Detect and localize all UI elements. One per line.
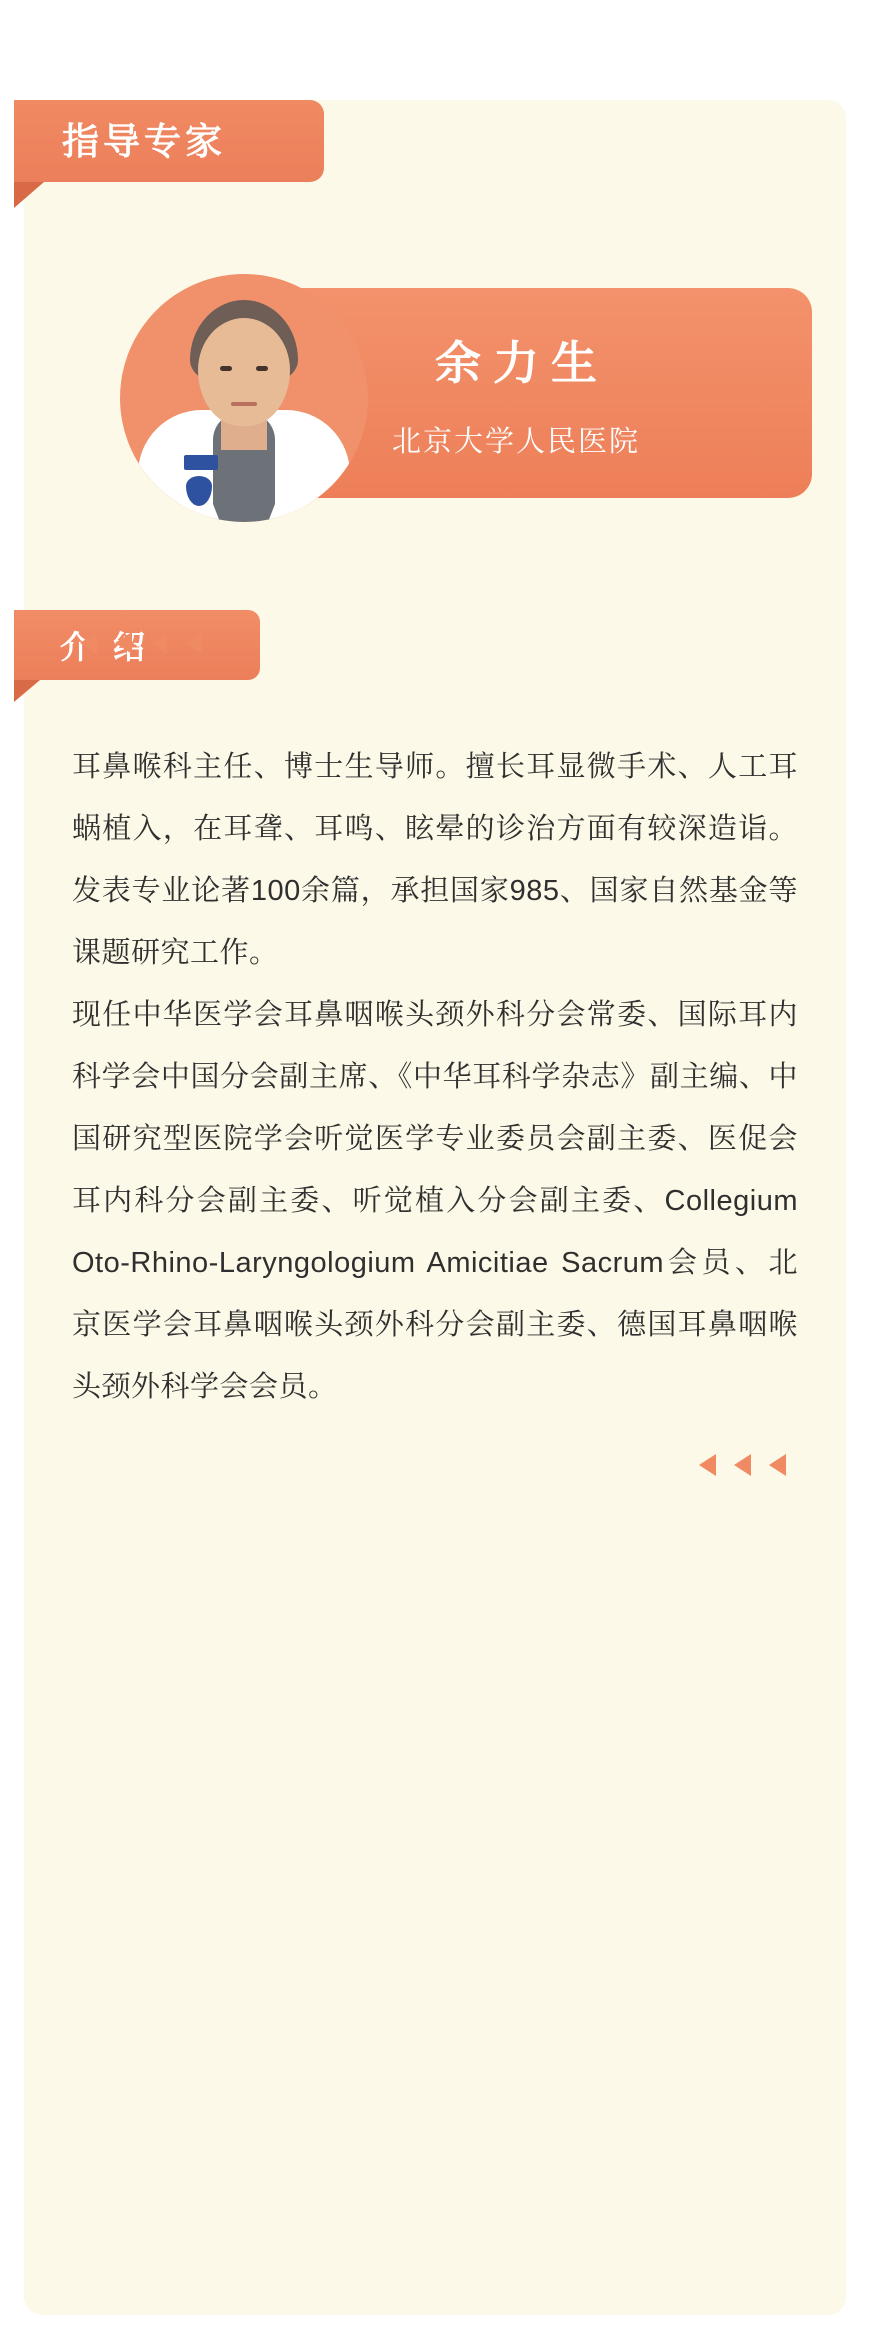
doctor-portrait-icon xyxy=(120,274,368,522)
ribbon-tail-shape xyxy=(14,182,44,208)
intro-paragraph: 耳鼻喉科主任、博士生导师。擅长耳显微手术、人工耳蜗植入，在耳聋、耳鸣、眩晕的诊治方面有较深造诣。发表专业论著100余篇，承担国家985、国家自然基金等课题研究工作。 xyxy=(72,751,798,969)
expert-banner-body xyxy=(14,100,324,182)
doctor-name: 余力生 xyxy=(435,336,609,389)
expert-banner xyxy=(14,100,324,182)
triangle-left-icon xyxy=(80,632,97,654)
intro-body xyxy=(72,736,798,1418)
intro-section-label: 介 绍 xyxy=(60,629,151,665)
triangle-left-icon xyxy=(150,632,167,654)
section-head-tail-shape xyxy=(14,680,40,702)
decor-triangles-top xyxy=(80,632,202,654)
triangle-left-icon xyxy=(699,1454,716,1476)
avatar xyxy=(120,274,368,522)
content-card xyxy=(24,100,846,2315)
intro-section-header xyxy=(14,610,260,680)
intro-paragraph: 现任中华医学会耳鼻咽喉头颈外科分会常委、国际耳内科学会中国分会副主席、《中华耳科学杂志》副主编、中国研究型医院学会听觉医学专业委员会副主委、医促会耳内科分会副主委、听觉植入分会副主委、Collegium Oto-Rhino-Laryngologium Amicitiae Sacrum会员、北京医学会耳鼻咽喉头颈外科分会副主委、德国耳鼻咽喉头颈外科学会会员。 xyxy=(72,999,798,1403)
doctor-block xyxy=(24,274,846,524)
expert-banner-label: 指导专家 xyxy=(62,120,226,162)
triangle-left-icon xyxy=(115,632,132,654)
triangle-left-icon xyxy=(769,1454,786,1476)
triangle-left-icon xyxy=(734,1454,751,1476)
doctor-affiliation: 北京大学人民医院 xyxy=(391,425,640,458)
decor-triangles-bottom xyxy=(24,1454,786,1476)
triangle-left-icon xyxy=(185,632,202,654)
